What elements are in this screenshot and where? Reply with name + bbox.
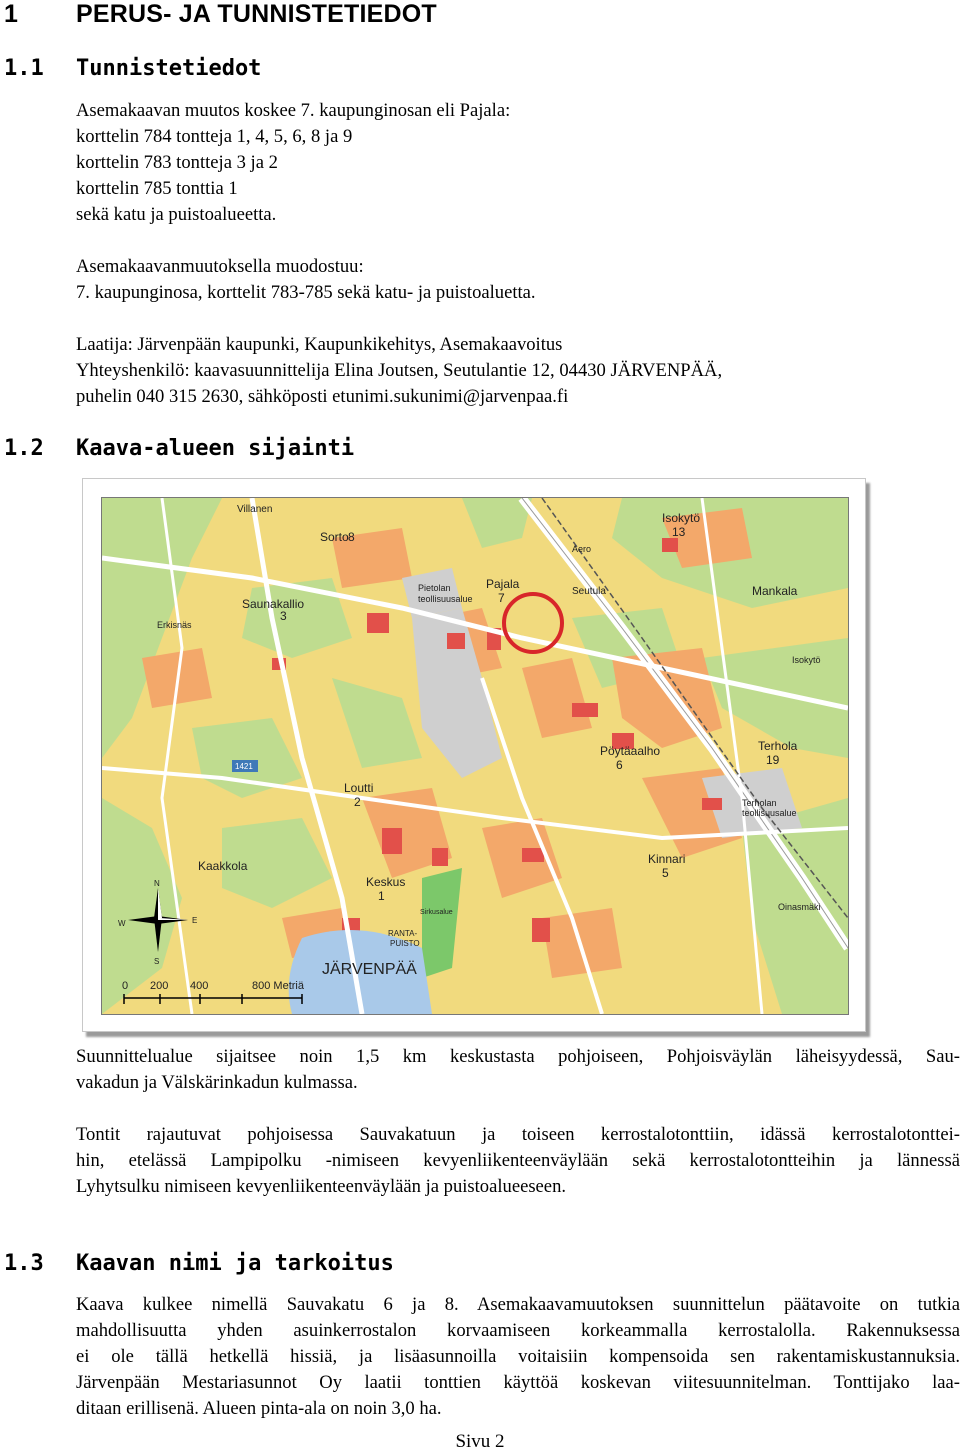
map-label: Kinnari	[648, 852, 686, 866]
text-line: ei ole tällä hetkellä hissiä, ja lisäasunnoilla voitaisiin kompensoida sen rakentamiskustannuksia.	[76, 1346, 960, 1367]
section-number: 1.3	[4, 1251, 44, 1276]
map-label: PUISTO	[390, 939, 420, 948]
map-label-city: JÄRVENPÄÄ	[322, 961, 417, 978]
map-label: RANTA-	[388, 929, 418, 938]
map-label: Sirkusalue	[420, 909, 453, 916]
section-number: 1.1	[4, 56, 44, 81]
compass-e: E	[192, 916, 198, 925]
text-line: Kaava kulkee nimellä Sauvakatu 6 ja 8. Asemakaavamuutoksen suunnittelun päätavoite on tutkia	[76, 1294, 960, 1315]
location-map	[101, 497, 849, 1015]
compass-s: S	[154, 957, 160, 966]
map-label: 8	[348, 530, 355, 544]
text-line: vakadun ja Välskärinkadun kulmassa.	[76, 1072, 358, 1093]
text-line: Yhteyshenkilö: kaavasuunnittelija Elina Joutsen, Seutulantie 12, 04430 JÄRVENPÄÄ,	[76, 360, 723, 381]
text-line: sekä katu ja puistoalueetta.	[76, 204, 277, 225]
map-label: Pajala	[486, 577, 520, 591]
text-line: Asemakaavan muutos koskee 7. kaupunginosan eli Pajala:	[76, 100, 511, 121]
text-line: Asemakaavanmuutoksella muodostuu:	[76, 256, 364, 277]
map-label: Sorto	[320, 530, 349, 544]
main-heading-title: PERUS- JA TUNNISTETIEDOT	[76, 0, 437, 28]
scale-tick-label: 800 Metriä	[252, 980, 304, 992]
map-label: Saunakallio	[242, 597, 305, 611]
scale-tick-label: 400	[190, 980, 209, 992]
plan-purpose	[76, 1292, 960, 1422]
section-title: Tunnistetiedot	[76, 56, 262, 81]
map-label: Loutti	[344, 781, 374, 795]
location-map-frame	[82, 478, 866, 1032]
text-line: hin, etelässä Lampipolku -nimiseen kevyenliikenteenväylään sekä kerrostalotontteihin ja lännessä	[76, 1150, 960, 1171]
map-label: teollisuusalue	[418, 594, 473, 604]
map-label: 3	[280, 609, 287, 623]
text-line: Lyhytsulku nimiseen kevyenliikenteenväylään ja puistoalueeseen.	[76, 1176, 567, 1197]
map-label: Mankala	[752, 584, 798, 598]
map-label: 13	[672, 525, 686, 539]
map-label: Villanen	[237, 504, 273, 515]
scale-tick-label: 200	[150, 980, 169, 992]
map-label: Keskus	[366, 875, 406, 889]
text-line: Suunnittelualue sijaitsee noin 1,5 km keskustasta pohjoiseen, Pohjoisväylän läheisyydessä, Sau-	[76, 1046, 960, 1067]
location-description	[76, 1044, 960, 1096]
text-line: Tontit rajautuvat pohjoisessa Sauvakatuun ja toiseen kerrostalotonttiin, idässä kerrostalotonttei-	[76, 1124, 960, 1145]
map-label: 19	[766, 753, 780, 767]
map-label: teollisuusalue	[742, 808, 797, 818]
map-label: Pöytäaalho	[600, 744, 661, 758]
text-line: Laatija: Järvenpään kaupunki, Kaupunkikehitys, Asemakaavoitus	[76, 334, 563, 355]
map-label: Pietolan	[418, 583, 451, 593]
text-line: Järvenpään Mestariasunnot Oy laatii tonttien käyttöä koskevan viitesuunnitelman. Tonttijako laa-	[76, 1372, 960, 1393]
boundaries-description	[76, 1122, 960, 1200]
map-label: 1	[378, 889, 385, 903]
map-label: Kaakkola	[198, 859, 248, 873]
map-label: Terhola	[758, 739, 798, 753]
map-label: Terholan	[742, 798, 777, 808]
author-contact	[76, 332, 960, 410]
map-label: 7	[498, 591, 505, 605]
map-label: 5	[662, 866, 669, 880]
section-title: Kaavan nimi ja tarkoitus	[76, 1251, 394, 1276]
map-label: Isokytö	[662, 511, 701, 525]
text-line: korttelin 783 tontteja 3 ja 2	[76, 152, 278, 173]
map-label: Isokytö	[792, 655, 821, 665]
text-line: korttelin 784 tontteja 1, 4, 5, 6, 8 ja 9	[76, 126, 353, 147]
scale-tick-label: 0	[122, 980, 129, 992]
text-line: 7. kaupunginosa, korttelit 783-785 sekä katu- ja puistoaluetta.	[76, 282, 536, 303]
map-label: Erkisnäs	[157, 620, 192, 630]
map-label: Aero	[572, 544, 592, 554]
map-label: 6	[616, 758, 623, 772]
text-line: korttelin 785 tonttia 1	[76, 178, 238, 199]
identification-list	[76, 98, 960, 228]
formation-text	[76, 254, 960, 306]
road-number-badge: 1421	[235, 762, 253, 771]
main-heading-number: 1	[4, 0, 19, 28]
compass-n: N	[154, 879, 160, 888]
text-line: puhelin 040 315 2630, sähköposti etunimi.sukunimi@jarvenpaa.fi	[76, 386, 569, 407]
text-line: ditaan erillisenä. Alueen pinta-ala on noin 3,0 ha.	[76, 1398, 442, 1419]
map-label: Oinasmäki	[778, 902, 821, 912]
map-graphic	[102, 498, 848, 1014]
text-line: mahdollisuutta yhden asuinkerrostalon korvaamiseen korkeammalla kerrostalolla. Rakennuksessa	[76, 1320, 960, 1341]
section-number: 1.2	[4, 436, 44, 461]
compass-w: W	[118, 919, 126, 928]
section-title: Kaava-alueen sijainti	[76, 436, 355, 461]
map-label: Seutula	[572, 586, 606, 597]
map-label: 2	[354, 795, 361, 809]
page-number: Sivu 2	[455, 1431, 505, 1452]
